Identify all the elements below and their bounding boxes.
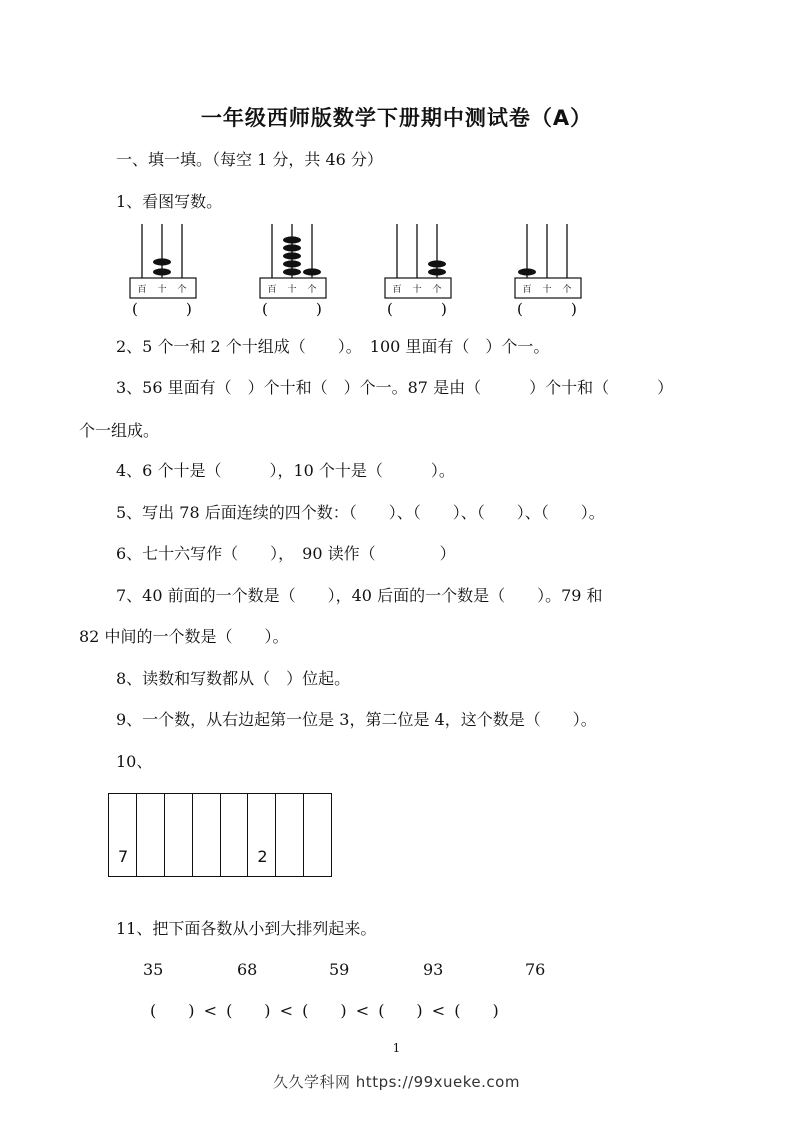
svg-text:百: 百	[522, 285, 532, 295]
bead	[428, 260, 446, 267]
question-2: 2、5 个一和 2 个十组成（ ）。 100 里面有（ ）个一。	[116, 337, 550, 356]
grid-cell[interactable]	[193, 794, 221, 876]
question-10: 10、	[116, 752, 153, 771]
svg-text:个: 个	[307, 285, 317, 295]
bead	[283, 252, 301, 259]
svg-text:): )	[571, 300, 577, 318]
question-3-line-2: 个一组成。	[79, 421, 160, 440]
comparison-row: ( ) < ( ) < ( ) < ( ) < ( )	[150, 1001, 499, 1020]
grid-cell[interactable]	[276, 794, 304, 876]
bead	[283, 268, 301, 275]
question-9: 9、一个数，从右边起第一位是 3，第二位是 4，这个数是（ ）。	[116, 710, 597, 729]
question-6: 6、七十六写作（ ）， 90 读作（ ）	[116, 544, 456, 563]
question-7-line-1: 7、40 前面的一个数是（ ），40 后面的一个数是（ ）。79 和	[116, 586, 603, 605]
number-item: 76	[525, 960, 546, 979]
number-item: 59	[329, 960, 350, 979]
svg-text:(: (	[262, 300, 268, 318]
svg-text:(: (	[387, 300, 393, 318]
bead	[153, 258, 171, 265]
number-item: 93	[423, 960, 444, 979]
bead	[283, 244, 301, 251]
grid-cell[interactable]	[137, 794, 165, 876]
svg-text:(: (	[132, 300, 138, 318]
svg-text:个: 个	[562, 285, 572, 295]
abacus-4	[513, 222, 585, 318]
bead	[283, 236, 301, 243]
svg-text:十: 十	[542, 285, 552, 295]
question-11: 11、把下面各数从小到大排列起来。	[116, 919, 377, 938]
svg-text:个: 个	[432, 285, 442, 295]
question-8: 8、读数和写数都从（ ）位起。	[116, 669, 351, 688]
cell-value: 7	[118, 847, 129, 866]
number-item: 35	[143, 960, 164, 979]
svg-text:): )	[186, 300, 192, 318]
question-3-line-1: 3、56 里面有（ ）个十和（ ）个一。87 是由（ ）个十和（ ）	[116, 378, 674, 397]
svg-text:): )	[441, 300, 447, 318]
bead	[518, 268, 536, 275]
svg-text:十: 十	[157, 285, 167, 295]
footer-watermark: 久久学科网 https://99xueke.com	[273, 1073, 520, 1091]
question-4: 4、6 个十是（ ），10 个十是（ ）。	[116, 461, 455, 480]
bead	[428, 268, 446, 275]
bead	[153, 268, 171, 275]
number-item: 68	[237, 960, 258, 979]
svg-text:(: (	[517, 300, 523, 318]
svg-text:百: 百	[137, 285, 147, 295]
grid-cell[interactable]	[221, 794, 249, 876]
grid-cell[interactable]	[248, 794, 276, 876]
svg-text:十: 十	[412, 285, 422, 295]
svg-text:百: 百	[267, 285, 277, 295]
svg-text:十: 十	[287, 285, 297, 295]
abacus-3	[383, 222, 455, 318]
bead	[283, 260, 301, 267]
abacus-1	[128, 222, 200, 318]
digit-grid	[108, 793, 332, 877]
grid-cell[interactable]	[109, 794, 137, 876]
svg-text:百: 百	[392, 285, 402, 295]
cell-value: 2	[257, 847, 268, 866]
bead	[303, 268, 321, 275]
svg-text:): )	[316, 300, 322, 318]
grid-cell[interactable]	[304, 794, 331, 876]
page-title: 一年级西师版数学下册期中测试卷（A）	[200, 106, 593, 130]
grid-cell[interactable]	[165, 794, 193, 876]
svg-text:个: 个	[177, 285, 187, 295]
section-heading: 一、填一填。（每空 1 分，共 46 分）	[116, 150, 383, 169]
question-7-line-2: 82 中间的一个数是（ ）。	[79, 627, 289, 646]
question-1: 1、看图写数。	[116, 192, 223, 211]
page-number: 1	[392, 1041, 401, 1055]
abacus-2	[258, 222, 330, 318]
question-5: 5、写出 78 后面连续的四个数：（ ）、（ ）、（ ）、（ ）。	[116, 503, 605, 522]
